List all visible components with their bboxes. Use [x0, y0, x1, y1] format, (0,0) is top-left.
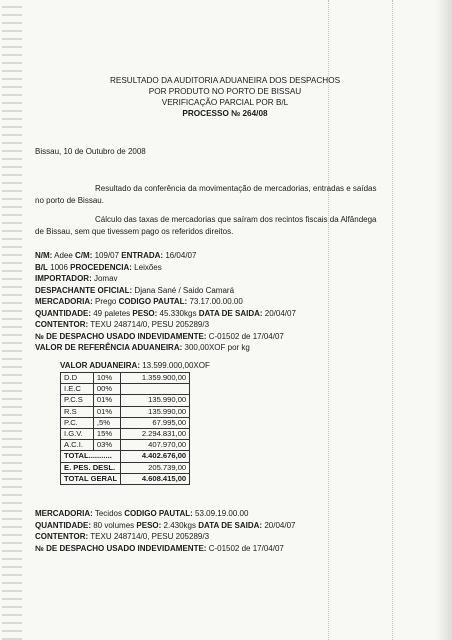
contentor-line-2: CONTENTOR: TEXU 248714/0, PESU 205289/3: [35, 532, 210, 541]
contentor-line: CONTENTOR: TEXU 248714/0, PESU 205289/3: [35, 320, 210, 329]
tax-cell-name: I.E.C: [61, 384, 94, 395]
tax-cell-rate: 01%: [93, 406, 120, 417]
tax-cell-name: P.C.S: [61, 395, 94, 406]
tax-cell-name: I.G.V.: [61, 428, 94, 439]
tax-cell-amount: 407.970,00: [121, 440, 190, 451]
header-line-3: VERIFICAÇÃO PARCIAL POR B/L: [161, 98, 289, 107]
tax-row: [61, 406, 190, 417]
tax-cell-rate: 00%: [93, 384, 120, 395]
tax-table: [60, 372, 190, 485]
tax-row: [61, 417, 190, 428]
tax-cell-name: D.D: [61, 373, 94, 384]
despachante-line: DESPACHANTE OFICIAL: Djana Sané / Saido Camará: [35, 285, 235, 295]
total-row: TOTAL........... 4.402.676,00: [61, 451, 190, 462]
tax-cell-rate: 10%: [93, 373, 120, 384]
mercadoria-line: MERCADORIA: Prego CODIGO PAUTAL: 73.17.00.00.00: [35, 297, 243, 306]
page-edge-shadow: [436, 0, 452, 640]
header-line-2: POR PRODUTO NO PORTO DE BISSAU: [148, 87, 302, 96]
intro-paragraph-2: Cálculo das taxas de mercadorias que saíram dos recintos fiscais da Alfândega de Bissau, sem que tivessem pago os referidos direitos.: [35, 215, 377, 236]
valor-aduaneira-line: VALOR ADUANEIRA: 13.599.000,00XOF: [60, 361, 210, 370]
tax-row: [61, 384, 190, 395]
tax-cell-amount: 2.294.831,00: [121, 428, 190, 439]
scan-dotted-line: [392, 0, 393, 640]
tax-cell-rate: 01%: [93, 395, 120, 406]
binding-holes: [2, 0, 22, 640]
mercadoria-line-2: MERCADORIA: Tecidos CODIGO PAUTAL: 53.09.19.00.00: [35, 509, 249, 518]
tax-cell-name: P.C.: [61, 417, 94, 428]
despacho-line: № DE DESPACHO USADO INDEVIDAMENTE: C-01502 de 17/04/07: [35, 331, 284, 341]
tax-cell-rate: ,5%: [93, 417, 120, 428]
document-header: [90, 75, 360, 119]
bl-line: B/L 1006 PROCEDENCIA: Leixões: [35, 262, 162, 272]
date-line: Bissau, 10 de Outubro de 2008: [35, 147, 146, 156]
despacho-line-2: № DE DESPACHO USADO INDEVIDAMENTE: C-01502 de 17/04/07: [35, 543, 284, 553]
tax-cell-rate: 15%: [93, 428, 120, 439]
tax-row: [61, 440, 190, 451]
tax-cell-amount: [121, 384, 190, 395]
nm-line: N/M: Adee C/M: 109/07 ENTRADA: 16/04/07: [35, 251, 197, 260]
importador-line: IMPORTADOR: Jomav: [35, 274, 118, 283]
tax-cell-rate: 03%: [93, 440, 120, 451]
record-2: [35, 508, 295, 554]
tax-cell-amount: 1.359.900,00: [121, 373, 190, 384]
referencia-line: VALOR DE REFERÊNCIA ADUANEIRA: 300,00XOF por kg: [35, 343, 250, 352]
tax-cell-amount: 135.990,00: [121, 395, 190, 406]
header-line-1: RESULTADO DA AUDITORIA ADUANEIRA DOS DESPACHOS: [109, 76, 341, 85]
tax-cell-amount: 67.995,00: [121, 417, 190, 428]
record-1: [35, 250, 296, 354]
tax-cell-amount: 135.990,00: [121, 406, 190, 417]
tax-cell-name: R.S: [61, 406, 94, 417]
epes-row: E. PES. DESL. 205.739,00: [61, 462, 190, 473]
tax-row: [61, 428, 190, 439]
intro-paragraph-1: Resultado da conferência da movimentação de mercadorias, entradas e saídas no porto de Bissau.: [35, 184, 377, 205]
tax-row: [61, 373, 190, 384]
tax-row: [61, 395, 190, 406]
tax-cell-name: A.C.I.: [61, 440, 94, 451]
quantidade-line-2: QUANTIDADE: 80 volumes PESO: 2.430kgs DATA DE SAIDA: 20/04/07: [35, 520, 296, 530]
process-number: PROCESSO № 264/08: [182, 109, 268, 118]
total-geral-row: TOTAL GERAL 4.608.415,00: [61, 473, 190, 484]
quantidade-line: QUANTIDADE: 49 paletes PESO: 45.330kgs DATA DE SAIDA: 20/04/07: [35, 308, 296, 318]
